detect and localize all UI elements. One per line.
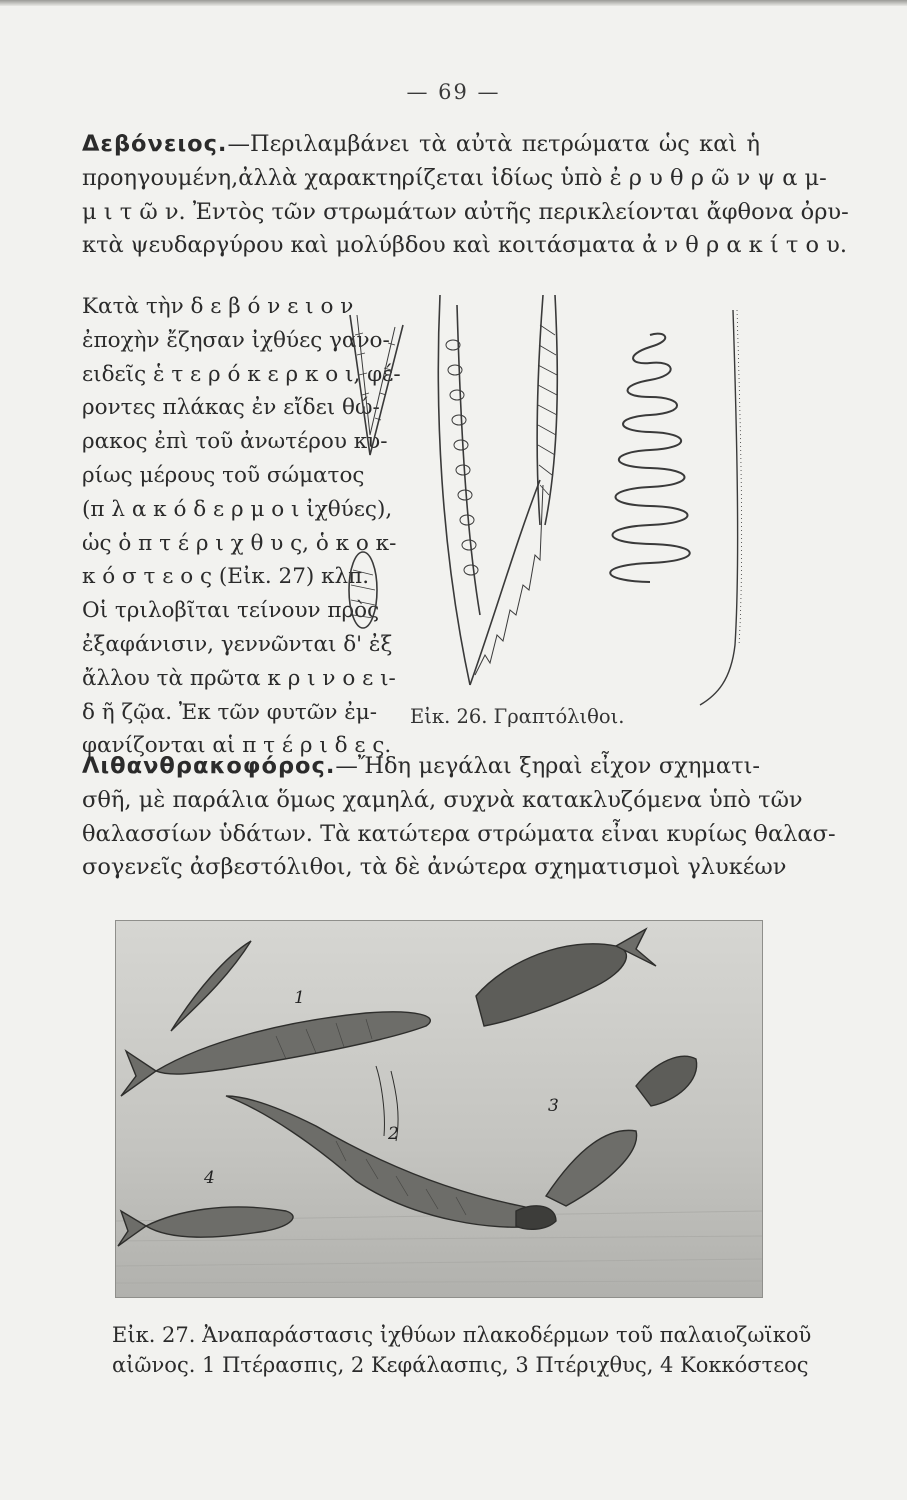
text-line: σθῆ, μὲ παράλια ὅμως χαμηλά, συχνὰ κατακλυζόμενα ὑπὸ τῶν <box>82 786 803 813</box>
text-line: ἐξαφάνισιν, γεννῶνται δ' ἐξ <box>82 631 393 657</box>
text-line: Κατὰ τὴν δ ε β ό ν ε ι ο ν <box>82 294 354 319</box>
text-line: ὡς ὁ π τ έ ρ ι χ θ υ ς, ὁ κ ο κ- <box>82 530 397 556</box>
figure-26-caption: Εἰκ. 26. Γραπτόλιθοι. <box>410 705 625 728</box>
text-line: δ ῆ ζῷα. Ἐκ τῶν φυτῶν ἐμ- <box>82 699 378 725</box>
text-line: φανίζονται αἱ π τ έ ρ ι δ ε ς. <box>82 733 392 759</box>
caption-line: αἰῶνος. 1 Πτέρασπις, 2 Κεφάλασπις, 3 Πτέριχθυς, 4 Κοκκόστεος <box>112 1353 809 1377</box>
paragraph-devonian-fauna <box>82 290 401 763</box>
fish-label-3: 3 <box>548 1096 559 1116</box>
text-line: σογενεῖς ἀσβεστόλιθοι, τὰ δὲ ἀνώτερα σχηματισμοὶ γλυκέων <box>82 854 787 881</box>
text-line: Δεβόνειος.—Περιλαμβάνει τὰ αὐτὰ πετρώματα ὡς καὶ ἡ <box>82 131 760 157</box>
fish-label-4: 4 <box>204 1168 215 1188</box>
text-line: ρακος ἐπὶ τοῦ ἀνωτέρου κυ- <box>82 429 388 455</box>
section-heading-devonian: Δεβόνειος. <box>82 131 228 157</box>
text-line: ρίως μέρους τοῦ σώματος <box>82 462 365 488</box>
text-line: κ ό σ τ ε ο ς (Εἰκ. 27) κλπ. <box>82 564 370 590</box>
text-line: ειδεῖς ἑ τ ε ρ ό κ ε ρ κ ο ι, φέ- <box>82 361 401 387</box>
paragraph-carboniferous <box>82 750 836 885</box>
fish-label-2: 2 <box>388 1124 399 1144</box>
text-line: ἄλλου τὰ πρῶτα κ ρ ι ν ο ε ι- <box>82 665 396 691</box>
text-line: Λιθανθρακοφόρος.—Ἤδη μεγάλαι ξηραὶ εἶχον σχηματι- <box>82 753 760 779</box>
page-edge <box>0 0 907 6</box>
text-line: μ ι τ ῶ ν. Ἐντὸς τῶν στρωμάτων αὐτῆς περικλείονται ἄφθονα ὀρυ- <box>82 198 849 225</box>
text-line: προηγουμένη,ἀλλὰ χαρακτηρίζεται ἰδίως ὑπὸ ἐ ρ υ θ ρ ῶ ν ψ α μ- <box>82 164 827 191</box>
placoderm-fishes-illustration <box>115 920 763 1298</box>
text-line: ροντες πλάκας ἐν εἴδει θώ- <box>82 395 380 421</box>
text-line: κτὰ ψευδαργύρου καὶ μολύβδου καὶ κοιτάσματα ἀ ν θ ρ α κ ί τ ο υ. <box>82 232 847 259</box>
text-line: ἐποχὴν ἔζησαν ἰχθύες γανο- <box>82 327 390 353</box>
section-heading-carboniferous: Λιθανθρακοφόρος. <box>82 753 336 779</box>
text-line: Οἱ τριλοβῖται τείνουν πρὸς <box>82 598 380 624</box>
paragraph-devonian <box>82 128 849 263</box>
text-line: θαλασσίων ὑδάτων. Τὰ κατώτερα στρώματα εἶναι κυρίως θαλασ- <box>82 820 836 847</box>
caption-line: Εἰκ. 27. Ἀναπαράστασις ἰχθύων πλακοδέρμων τοῦ παλαιοζωϊκοῦ <box>112 1323 812 1347</box>
text-line: (π λ α κ ό δ ε ρ μ ο ι ἰχθύες), <box>82 496 393 522</box>
page-number: — 69 — <box>406 80 501 104</box>
figure-27-caption <box>112 1320 812 1380</box>
fish-label-1: 1 <box>294 988 305 1008</box>
graptolites-illustration <box>345 285 765 725</box>
